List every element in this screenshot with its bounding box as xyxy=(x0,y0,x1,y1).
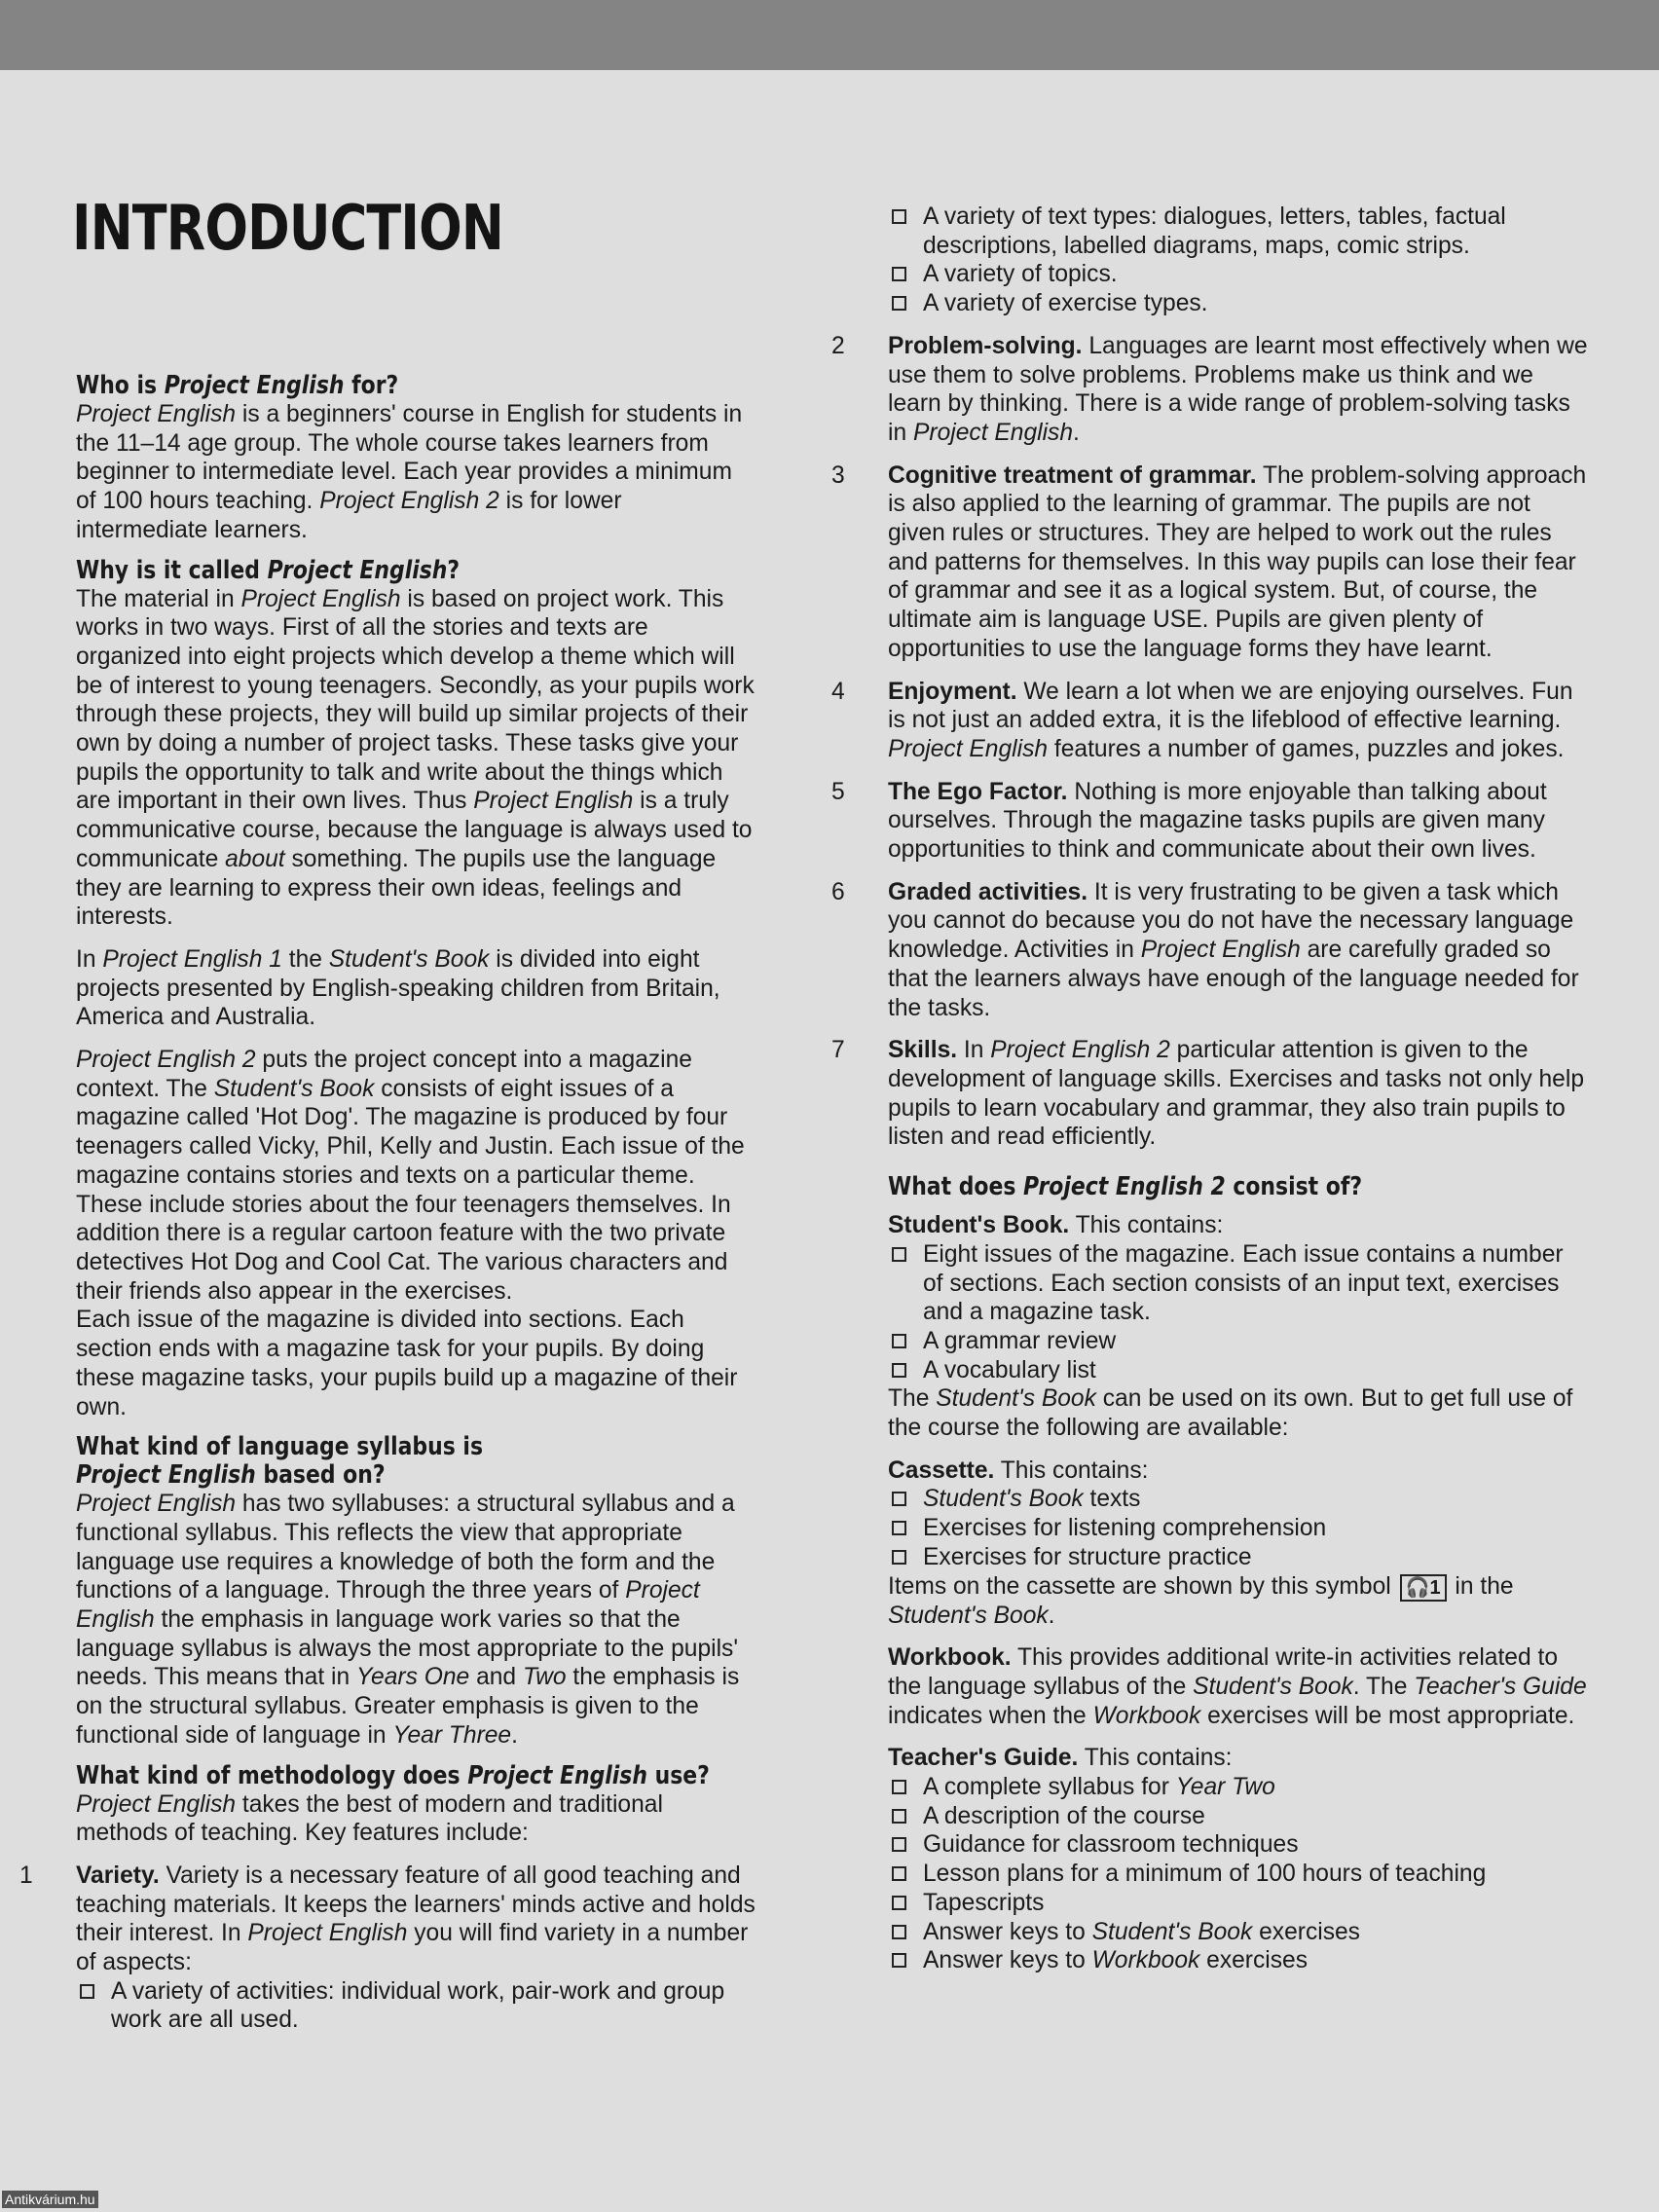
checkbox-icon xyxy=(892,1866,906,1881)
section-heading: Who is Project English for? xyxy=(76,371,399,400)
list-item: Guidance for classroom techniques xyxy=(888,1830,1589,1860)
paragraph: Project English 2 puts the project concept into a magazine context. The Student's Book consists of eight issues of a magazine called 'Hot Dog'. The magazine is produced by four teenagers called Vicky, Phil, Kelly and Justin. Each issue of the magazine contains stories and texts on a particular theme. These include stories about the four teenagers themselves. In addition there is a regular cartoon feature with the two private detectives Hot Dog and Cool Cat. The various characters and their friends also appear in the exercises. xyxy=(76,1047,745,1305)
feature-item: 7 Skills. In Project English 2 particular attention is given to the development of language skills. Exercises and tasks not only help pupils to learn vocabulary and grammar, they also train pupils to listen and read efficiently. xyxy=(831,1037,1584,1151)
checkbox-icon xyxy=(892,296,906,311)
list-item: Student's Book texts xyxy=(888,1485,1589,1514)
checkbox-icon xyxy=(892,1809,906,1824)
paragraph: Teacher's Guide. This contains: xyxy=(888,1745,1233,1772)
paragraph: The material in Project English is based on project work. This works in two ways. First of all the stories and texts are organized into eight projects which develop a theme which will be of interest to young teenagers. Secondly, as your pupils work through these projects, they will build up similar projects of their own by doing a number of project tasks. These tasks give your pupils the opportunity to talk and write about the things which are important in their own lives. Thus Project English is a truly communicative course, because the language is always used to communicate about something. The pupils use the language they are learning to express their own ideas, feelings and interests. xyxy=(76,585,755,931)
list-item: A vocabulary list xyxy=(888,1356,1589,1385)
feature-item: 2 Problem-solving. Languages are learnt most effectively when we use them to solve problems. Problems make us think and we learn by thinking. There is a wide range of problem-solving tasks in Project English. xyxy=(831,332,1588,446)
paragraph: Project English takes the best of modern and traditional methods of teaching. Key features include: xyxy=(76,1790,663,1847)
checkbox-icon xyxy=(892,1550,906,1565)
list-item: A complete syllabus for Year Two xyxy=(888,1773,1589,1802)
list-item: A variety of activities: individual work, pair-work and group work are all used. xyxy=(76,1977,757,2035)
checkbox-icon xyxy=(892,267,906,281)
left-column xyxy=(19,371,757,2035)
feature-number: 6 xyxy=(831,878,845,905)
list-item: A variety of exercise types. xyxy=(888,289,1589,318)
list-item: A grammar review xyxy=(888,1327,1589,1356)
checkbox-icon xyxy=(892,1837,906,1852)
feature-item: 1 Variety. Variety is a necessary feature of all good teaching and teaching materials. It keeps the learners' minds active and holds their interest. In Project English you will find variety in a number of aspects: A variety of activities: individual work, pair-work and group work are all used. xyxy=(76,1862,757,2035)
list-item: A description of the course xyxy=(888,1802,1589,1831)
list-item: A variety of topics. xyxy=(888,260,1589,289)
feature-number: 5 xyxy=(831,778,845,805)
checkbox-icon xyxy=(892,1925,906,1939)
page-title: INTRODUCTION xyxy=(72,193,503,265)
watermark: Antikvárium.hu xyxy=(2,2191,98,2208)
section-heading: What does Project English 2 consist of? xyxy=(888,1172,1363,1202)
list-item: A variety of text types: dialogues, letters, tables, factual descriptions, labelled diagrams, maps, comic strips. xyxy=(888,203,1589,260)
paragraph: The Student's Book can be used on its own. But to get full use of the course the following are available: xyxy=(888,1385,1573,1442)
list-item: Eight issues of the magazine. Each issue contains a number of sections. Each section consists of an input text, exercises and a magazine task. xyxy=(888,1240,1589,1327)
list-item: Tapescripts xyxy=(888,1889,1589,1918)
paragraph: Cassette. This contains: xyxy=(888,1456,1149,1484)
section-heading: What kind of methodology does Project English use? xyxy=(76,1760,710,1790)
paragraph: Each issue of the magazine is divided into sections. Each section ends with a magazine task for your pupils. By doing these magazine tasks, your pupils build up a magazine of their own. xyxy=(76,1307,738,1420)
list-item: Answer keys to Student's Book exercises xyxy=(888,1918,1589,1947)
checkbox-icon xyxy=(892,1896,906,1910)
checkbox-icon xyxy=(892,1247,906,1262)
checkbox-icon xyxy=(892,1363,906,1378)
feature-item: 5 The Ego Factor. Nothing is more enjoyable than talking about ourselves. Through the magazine tasks pupils are given many opportunities to think and communicate about their own lives. xyxy=(831,778,1547,864)
checkbox-icon xyxy=(892,1334,906,1348)
list-item: Exercises for structure practice xyxy=(888,1543,1589,1572)
list-item: Lesson plans for a minimum of 100 hours of teaching xyxy=(888,1860,1589,1889)
paragraph: Project English has two syllabuses: a structural syllabus and a functional syllabus. This reflects the view that appropriate language use requires a knowledge of both the form and the functions of a language. Through the three years of Project English the emphasis in language work varies so that the language syllabus is always the most appropriate to the pupils' needs. This means that in Years One and Two the emphasis is on the structural syllabus. Greater emphasis is given to the functional side of language in Year Three. xyxy=(76,1491,740,1749)
checkbox-icon xyxy=(892,1780,906,1794)
list-item: Exercises for listening comprehension xyxy=(888,1514,1589,1543)
checkbox-icon xyxy=(892,209,906,224)
section-heading: What kind of language syllabus is Project English based on? xyxy=(76,1432,484,1491)
paragraph: Student's Book. This contains: xyxy=(888,1212,1224,1239)
feature-number: 2 xyxy=(831,332,845,359)
paragraph: Items on the cassette are shown by this symbol 🎧1 in the Student's Book. xyxy=(888,1572,1514,1629)
feature-item: 3 Cognitive treatment of grammar. The problem-solving approach is also applied to the learning of grammar. The pupils are not given rules or structures. They are helped to work out the rules and patterns for themselves. In this way pupils can lose their fear of grammar and see it as a logical system. But, of course, the ultimate aim is language USE. Pupils are given plenty of opportunities to use the language forms they have learnt. xyxy=(831,461,1587,662)
list-item: Answer keys to Workbook exercises xyxy=(888,1946,1589,1975)
paragraph: Project English is a beginners' course in English for students in the 11–14 age group. The whole course takes learners from beginner to intermediate level. Each year provides a minimum of 100 hours teaching. Project English 2 is for lower intermediate learners. xyxy=(76,401,743,543)
checkbox-icon xyxy=(80,1984,94,1999)
checkbox-icon xyxy=(892,1953,906,1968)
feature-number: 1 xyxy=(19,1862,33,1889)
headphones-icon: 🎧1 xyxy=(1400,1574,1447,1602)
section-heading: Why is it called Project English? xyxy=(76,555,461,585)
feature-item: 6 Graded activities. It is very frustrating to be given a task which you cannot do because you do not have the necessary language knowledge. Activities in Project English are carefully graded so that the learners always have enough of the language needed for the tasks. xyxy=(831,878,1579,1021)
checkbox-icon xyxy=(892,1492,906,1506)
paragraph: In Project English 1 the Student's Book is divided into eight projects presented by English-speaking children from Britain, America and Australia. xyxy=(76,945,720,1031)
feature-number: 3 xyxy=(831,461,845,489)
feature-number: 7 xyxy=(831,1037,845,1064)
feature-number: 4 xyxy=(831,678,845,705)
checkbox-icon xyxy=(892,1521,906,1535)
paragraph: Workbook. This provides additional write-in activities related to the language syllabus of the Student's Book. The Teacher's Guide indicates when the Workbook exercises will be most appropriate. xyxy=(888,1644,1587,1729)
feature-item: 4 Enjoyment. We learn a lot when we are enjoying ourselves. Fun is not just an added extra, it is the lifeblood of effective learning. Project English features a number of games, puzzles and jokes. xyxy=(831,678,1573,762)
right-column xyxy=(831,203,1589,1975)
